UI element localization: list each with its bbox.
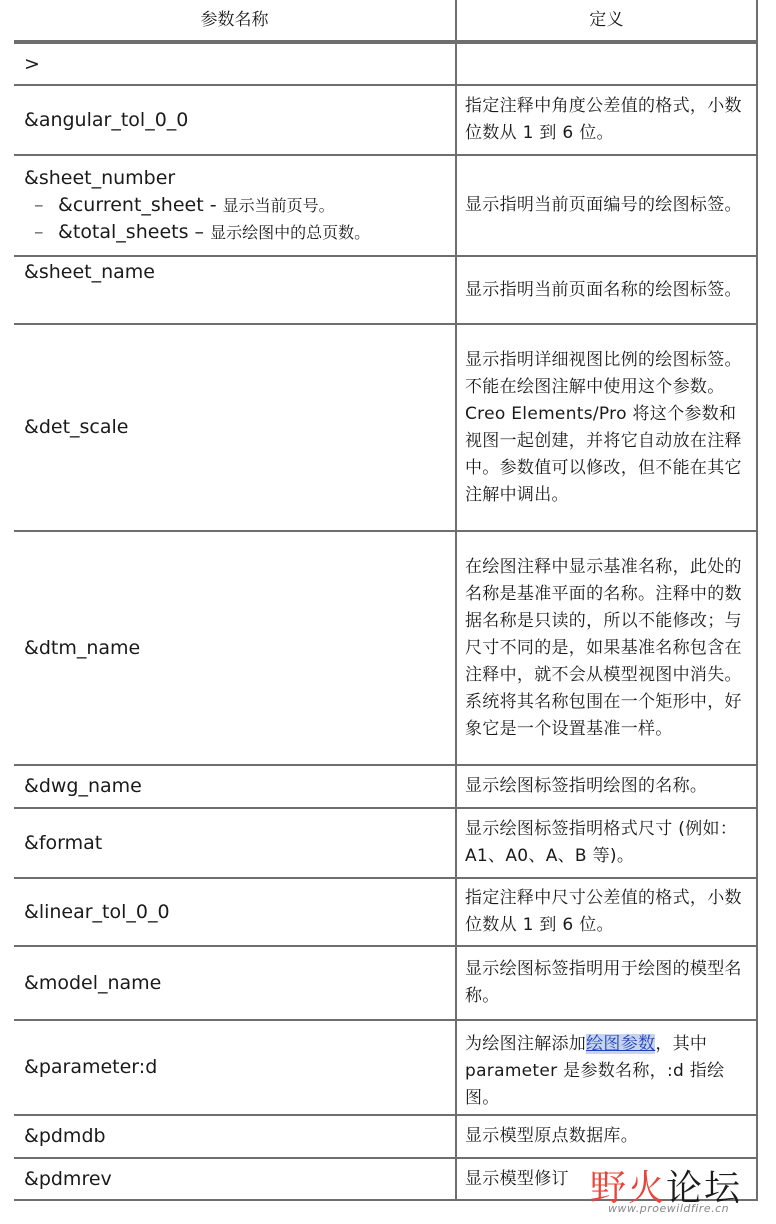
table-row: [14, 257, 758, 325]
table-row: [14, 156, 758, 257]
param-definition: 显示绘图标签指明用于绘图的模型名称。: [455, 947, 758, 1019]
sub-param-desc: 显示绘图中的总页数。: [210, 223, 371, 242]
param-definition: 显示模型修订: [455, 1159, 758, 1199]
param-definition: 指定注释中尺寸公差值的格式，小数位数从 1 到 6 位。: [455, 879, 758, 945]
table-row: [14, 42, 758, 86]
watermark-red-text: 野火: [590, 1168, 667, 1209]
watermark-black-text: 论坛: [666, 1168, 743, 1209]
param-definition: 显示指明详细视图比例的绘图标签。不能在绘图注解中使用这个参数。Creo Elements/Pro 将这个参数和视图一起创建，并将它自动放在注释中。参数值可以修改，但不能在其它注解中调出。: [455, 325, 758, 530]
sub-param-desc: 显示当前页号。: [222, 196, 335, 215]
param-definition: 显示绘图标签指明绘图的名称。: [455, 766, 758, 807]
param-name: &model_name: [24, 971, 162, 994]
table-row: [14, 947, 758, 1021]
definition-text: 为绘图注解添加: [465, 1034, 587, 1054]
dash-marker: –: [34, 194, 44, 216]
proewildfire-watermark: [590, 1160, 760, 1222]
table-row: [14, 86, 758, 156]
param-name-group: [14, 156, 455, 255]
watermark-url: www.proewildfire.cn: [608, 1202, 730, 1215]
param-definition: [455, 1021, 758, 1114]
param-name: &angular_tol_0_0: [24, 108, 189, 131]
param-name: &linear_tol_0_0: [24, 900, 170, 923]
param-name: &dwg_name: [24, 775, 142, 797]
dash-marker: –: [34, 221, 44, 243]
header-param-name: 参数名称: [200, 9, 269, 30]
table-row: [14, 1116, 758, 1159]
table-row: [14, 1021, 758, 1116]
table-row: [14, 325, 758, 532]
param-name: &parameter:d: [24, 1056, 158, 1078]
table-row: [14, 809, 758, 879]
param-definition: 指定注释中角度公差值的格式，小数位数从 1 到 6 位。: [455, 86, 758, 154]
param-name: &sheet_name: [24, 261, 155, 283]
table-header: [14, 0, 758, 42]
param-name: &sheet_number: [24, 167, 176, 189]
table-row: [14, 879, 758, 947]
param-definition: 在绘图注释中显示基准名称，此处的名称是基准平面的名称。注释中的数据名称是只读的，所以不能修改；与尺寸不同的是，如果基准名称包含在注释中，就不会从模型视图中消失。系统将其名称包围在一个矩形中，好象它是一个设置基准一样。: [455, 532, 758, 764]
drawing-parameters-link[interactable]: 绘图参数: [586, 1034, 656, 1054]
param-definition: 显示绘图标签指明格式尺寸 (例如：A1、A0、A、B 等)。: [455, 809, 758, 877]
sub-param-name: &current_sheet -: [58, 194, 217, 216]
param-name: &pdmdb: [24, 1125, 106, 1147]
sub-param-name: &total_sheets –: [58, 221, 205, 243]
table-row: [14, 532, 758, 766]
header-definition: 定义: [455, 0, 758, 40]
param-definition: 显示指明当前页面名称的绘图标签。: [455, 257, 758, 323]
sub-param: [24, 219, 445, 246]
param-name: &pdmrev: [24, 1167, 112, 1190]
param-name: >: [24, 52, 40, 75]
param-definition: [455, 44, 758, 84]
param-definition: 显示模型原点数据库。: [455, 1116, 758, 1157]
parameter-table: [14, 0, 758, 1201]
definition-text: ，其中 parameter 是参数名称，:d 指绘图。: [465, 1034, 725, 1108]
param-definition: 显示指明当前页面编号的绘图标签。: [455, 156, 758, 255]
table-row: [14, 766, 758, 809]
param-name: &det_scale: [24, 416, 129, 438]
sub-param: [24, 192, 445, 219]
param-name: &dtm_name: [24, 636, 141, 659]
param-name: &format: [24, 831, 103, 854]
